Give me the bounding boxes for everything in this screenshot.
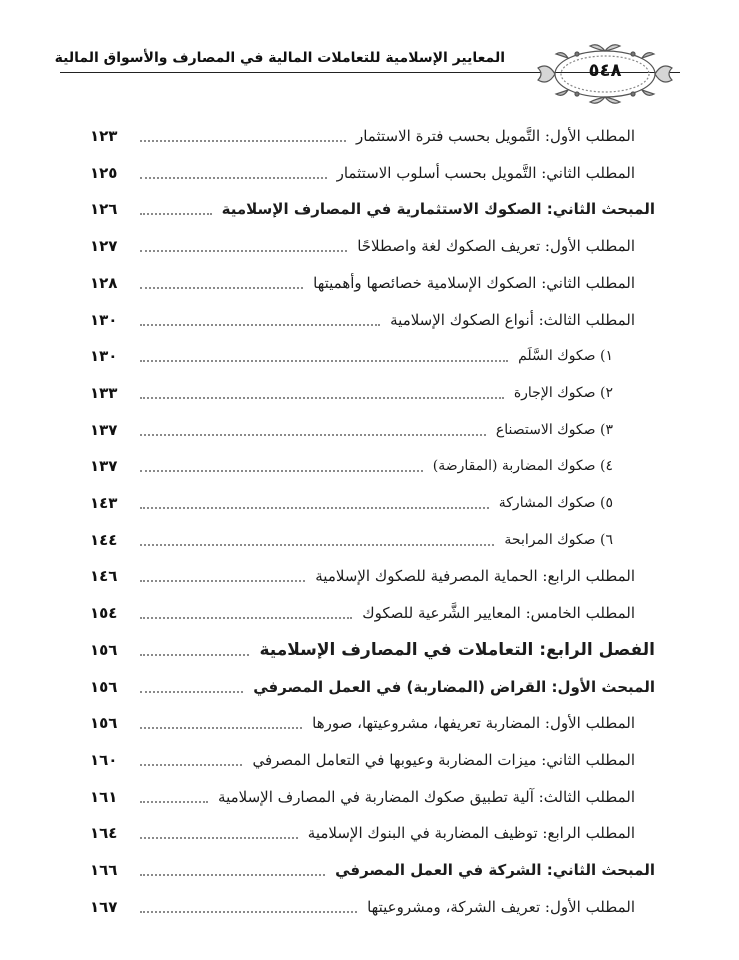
toc-entry-title: المطلب الثالث: آلية تطبيق صكوك المضاربة في المصارف الإسلامية [218, 787, 635, 806]
toc-entry-title: المطلب الرابع: الحماية المصرفية للصكوك الإسلامية [315, 567, 635, 586]
toc-entry-item [90, 525, 655, 555]
toc-leader-dots [140, 397, 504, 399]
toc-entry-title: ٤) صكوك المضاربة (المقارضة) [432, 458, 613, 475]
toc-page-number: ١٢٧ [90, 237, 118, 256]
toc-leader-dots [140, 874, 325, 876]
toc-entry-title: المطلب الخامس: المعايير الشَّرعية للصكوك [362, 604, 635, 623]
toc-page-number: ١٤٦ [90, 567, 118, 586]
toc-entry-title: المطلب الثاني: الصكوك الإسلامية خصائصها وأهميتها [313, 273, 635, 292]
toc-entry-section [90, 855, 655, 885]
toc-entry-title: ٥) صكوك المشاركة [498, 495, 613, 511]
toc-entry-item [90, 451, 655, 481]
toc-page-number: ١٢٦ [90, 200, 118, 219]
toc-entry-sub [90, 892, 655, 922]
toc-page-number: ١٦١ [90, 787, 118, 806]
toc-entry-sub [90, 268, 655, 298]
toc-entry-sub [90, 598, 655, 628]
toc-leader-dots [140, 434, 486, 436]
toc-leader-dots [140, 507, 489, 509]
toc-entry-title: ١) صكوك السَّلَم [518, 348, 613, 365]
toc-leader-dots [140, 691, 243, 693]
toc-leader-dots [140, 617, 352, 619]
toc-leader-dots [140, 360, 508, 362]
toc-page-number: ١٢٥ [90, 163, 118, 182]
page-number: ٥٤٨ [588, 60, 622, 81]
toc-page-number: ١٢٨ [90, 273, 118, 292]
floral-frame-ornament [530, 38, 680, 110]
toc-leader-dots [140, 470, 423, 472]
toc-entry-sub [90, 305, 655, 335]
toc-page-number: ١٥٦ [90, 714, 118, 733]
toc-entry-title: المطلب الأول: تعريف الشركة، ومشروعيتها [367, 897, 635, 916]
toc-leader-dots [140, 727, 302, 729]
toc-leader-dots [140, 764, 242, 766]
toc-page-number: ١٦٧ [90, 897, 118, 916]
toc-entry-item [90, 341, 655, 371]
toc-leader-dots [140, 324, 380, 326]
toc-leader-dots [140, 140, 346, 142]
toc-page-number: ١٦٦ [90, 861, 118, 879]
toc-entry-title: المطلب الثاني: التَّمويل بحسب أسلوب الاستثمار [336, 163, 635, 182]
toc-leader-dots [140, 250, 347, 252]
toc-page-number: ١٥٤ [90, 604, 118, 623]
toc-entry-title: المطلب الرابع: توظيف المضاربة في البنوك الإسلامية [307, 824, 635, 843]
toc-entry-title: المبحث الثاني: الشركة في العمل المصرفي [335, 861, 655, 879]
toc-page-number: ١٣٧ [90, 457, 118, 476]
toc-entry-sub [90, 121, 655, 151]
toc-entry-sub [90, 708, 655, 738]
toc-entry-title: المبحث الثاني: الصكوك الاستثمارية في المصارف الإسلامية [221, 200, 655, 219]
toc-entry-sub [90, 561, 655, 591]
toc-entry-title: المطلب الأول: تعريف الصكوك لغة واصطلاحًا [357, 237, 635, 256]
toc-entry-chapter [90, 635, 655, 665]
toc-leader-dots [140, 654, 249, 656]
toc-entry-section [90, 194, 655, 224]
running-header [54, 38, 680, 110]
toc-entry-sub [90, 158, 655, 188]
toc-entry-sub [90, 745, 655, 775]
toc-entry-title: المطلب الثاني: ميزات المضاربة وعيوبها في التعامل المصرفي [252, 750, 635, 769]
toc-leader-dots [140, 801, 208, 803]
toc-page-number: ١٣٠ [90, 310, 118, 329]
toc-leader-dots [140, 580, 305, 582]
toc-leader-dots [140, 911, 357, 913]
toc-entry-title: الفصل الرابع: التعاملات في المصارف الإسلامية [259, 639, 655, 660]
toc-page-number: ١٦٠ [90, 750, 118, 769]
toc-entry-title: المبحث الأول: القراض (المضاربة) في العمل المصرفي [253, 677, 655, 696]
toc-entry-section [90, 672, 655, 702]
toc-leader-dots [140, 287, 303, 289]
toc-entry-item [90, 378, 655, 408]
toc-page-number: ١٢٣ [90, 127, 118, 145]
toc-entry-title: ٣) صكوك الاستصناع [495, 421, 613, 438]
toc-entry-title: المطلب الأول: المضاربة تعريفها، مشروعيتها، صورها [312, 714, 635, 733]
running-header-title: المعايير الإسلامية للتعاملات المالية في المصارف والأسواق المالية [54, 50, 505, 66]
toc-entry-title: ٦) صكوك المرابحة [504, 531, 613, 548]
toc-leader-dots [140, 544, 494, 546]
toc-page-number: ١٣٧ [90, 420, 118, 439]
toc-entry-item [90, 488, 655, 518]
toc-entry-sub [90, 782, 655, 812]
toc-page-number: ١٤٤ [90, 530, 118, 549]
toc-page-number: ١٦٤ [90, 824, 118, 843]
toc-entry-title: المطلب الثالث: أنواع الصكوك الإسلامية [390, 310, 635, 329]
toc-leader-dots [140, 177, 327, 179]
toc-entry-sub [90, 818, 655, 848]
toc-page-number: ١٤٣ [90, 494, 118, 512]
toc-entry-sub [90, 231, 655, 261]
toc-leader-dots [140, 837, 298, 839]
toc-page-number: ١٥٦ [90, 640, 118, 659]
toc-entry-title: ٢) صكوك الإجارة [513, 384, 613, 401]
toc-entry-title: المطلب الأول: التَّمويل بحسب فترة الاستثمار [355, 127, 635, 145]
toc-page-number: ١٣٣ [90, 383, 118, 402]
toc-page-number: ١٣٠ [90, 347, 118, 366]
toc-entry-item [90, 415, 655, 445]
toc-page-number: ١٥٦ [90, 677, 118, 696]
toc-leader-dots [140, 213, 212, 215]
